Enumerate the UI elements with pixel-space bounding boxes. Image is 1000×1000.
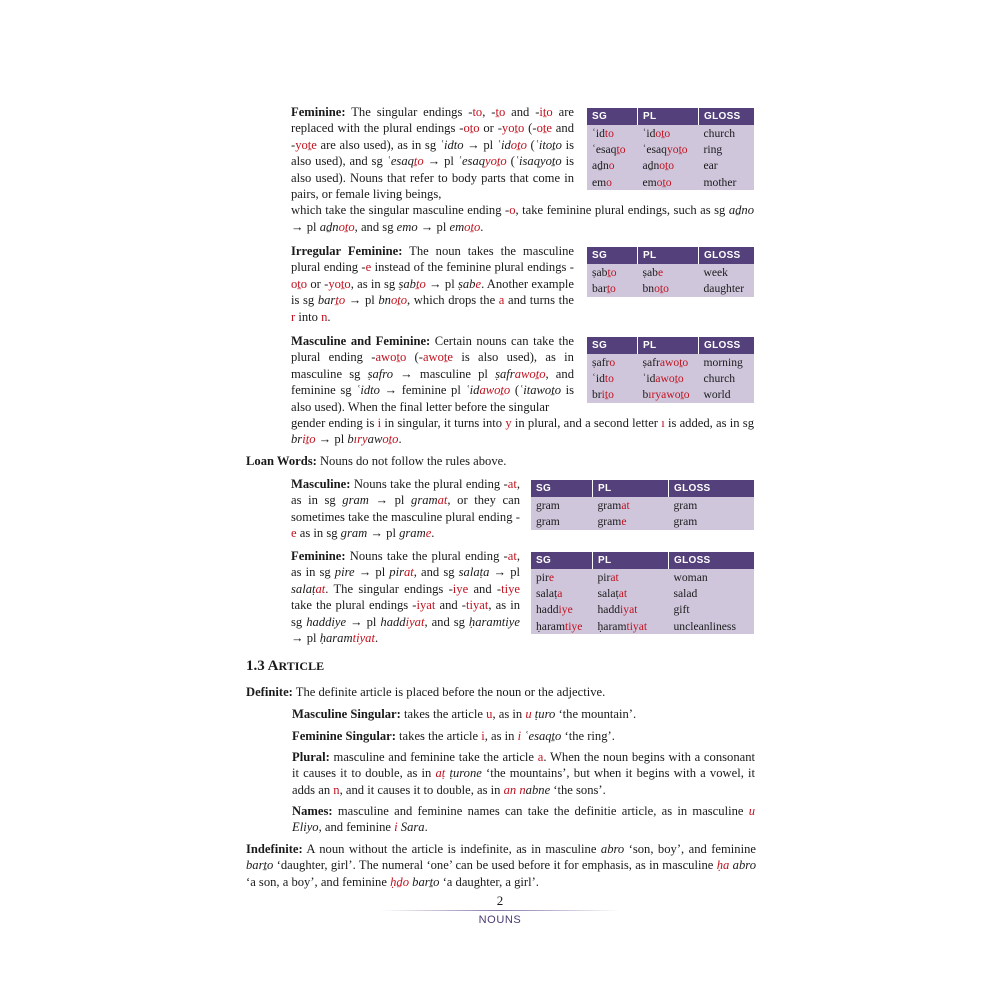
gloss-cell: uncleanliness [673,619,736,633]
loan-masculine-section [291,476,754,542]
header-gloss: GLOSS [699,108,755,125]
header-gloss: GLOSS [699,337,755,354]
header-sg: SG [587,108,638,125]
header-sg: SG [531,480,593,497]
gloss-cell: mother [703,175,737,189]
header-pl: PL [638,247,699,264]
table-row: gram gramat gram [531,497,754,513]
plural-paragraph: Plural: masculine and feminine take the article a. When the noun begins with a consonant it causes it to double, as in aṭ ṭurone ‘the mountains’, but when it begins with a vowel, it adds an n, and it causes it to double, as in an nabne ‘the sons’. [292,750,756,797]
table-header-row [531,552,754,569]
feminine-heading: Feminine: [291,105,346,119]
header-pl: PL [638,108,699,125]
feminine-paragraph-cont: which take the singular masculine ending -o, take feminine plural endings, such as sg aḏno → pl aḏnoṯo, and sg emo → pl emoṯo. [291,203,754,234]
table-row: ʿidto ʿidawoṯo church [587,370,754,386]
loan-feminine-section [291,548,754,646]
gloss-cell: ring [703,142,723,156]
loan-masculine-paragraph: Masculine: Nouns take the plural ending -at, as in sg gram → pl gramat, or they can sometimes take the masculine plural ending -e as in sg gram → pl grame. [291,477,520,541]
fem-singular-heading: Feminine Singular: [292,729,396,743]
gloss-cell: gift [673,603,690,617]
table-row: gram grame gram [531,513,754,529]
gloss-cell: church [703,371,736,385]
header-pl: PL [593,552,669,569]
gloss-cell: salad [673,586,698,600]
gloss-cell: church [703,126,736,140]
plural-heading: Plural: [292,750,330,764]
gloss-cell: gram [673,498,698,512]
loan-feminine-table [531,552,754,634]
table-header-row [587,247,754,264]
gloss-cell: world [703,388,731,402]
loan-masculine-heading: Masculine: [291,477,351,491]
irregular-feminine-table [587,247,754,297]
loan-masculine-table [531,480,754,530]
header-gloss: GLOSS [669,552,755,569]
section-title: 1.3 ARTICLE [246,658,325,674]
names-paragraph: Names: masculine and feminine names can take the definitie article, as in masculine u Eliyo, and feminine i Sara. [292,804,755,835]
masc-singular-heading: Masculine Singular: [292,707,401,721]
feminine-paragraph: Feminine: The singular endings -to, -ṯo and -iṯo are replaced with the plural endings -oṯo or -yoṯo (-oṯe and -yoṯe are also used), as in sg ʿidto → pl ʿidoṯo (ʿitoṯo is also used), and sg ʿesaqṯo → pl ʿesaqyoṯo (ʿisaqyoṯo is also used). Nouns that refer to body parts that come in pairs, or female living beings, [291,105,574,202]
definite-heading: Definite: [246,685,293,699]
indefinite-heading: Indefinite: [246,842,303,856]
definite-paragraph: Definite: The definite article is placed before the noun or the adjective. [246,685,606,699]
table-row: barṯo bnoṯo daughter [587,280,754,296]
sg-cell: gram [536,498,560,512]
irregular-feminine-paragraph: Irregular Feminine: The noun takes the masculine plural ending -e instead of the feminine plural endings -oṯo or -yoṯo, as in sg ṣabṯo → pl ṣabe. Another example is sg barṯo → pl bnoṯo, which drops the a and turns the r into n. [291,244,574,324]
running-title: NOUNS [478,914,522,926]
table-row: ʿesaqṯo ʿesaqyoṯo ring [587,141,754,157]
table-row: ṣafro ṣafrawoṯo morning [587,354,754,370]
header-gloss: GLOSS [699,247,755,264]
header-sg: SG [587,337,638,354]
gloss-cell: week [703,265,728,279]
table-row: haddiye haddiyat gift [531,602,754,618]
table-row: pire pirat woman [531,569,754,585]
loan-feminine-paragraph: Feminine: Nouns take the plural ending -at, as in sg pire → pl pirat, and sg salaṭa → pl salaṭat. The singular endings -iye and -tiye take the plural endings -iyat and -tiyat, as in sg haddiye → pl haddiyat, and sg ḥaramtiye → pl ḥaramtiyat. [291,549,521,646]
header-sg: SG [531,552,593,569]
header-sg: SG [587,247,638,264]
table-row: briṯo bıryawoṯo world [587,387,754,403]
table-header-row [587,337,754,354]
table-row: ṣabṯo ṣabe week [587,264,754,280]
loan-feminine-heading: Feminine: [291,549,346,563]
header-pl: PL [593,480,669,497]
header-gloss: GLOSS [669,480,755,497]
irregular-feminine-section [291,243,754,325]
table-header-row [531,480,754,497]
table-row: salaṭa salaṭat salad [531,585,754,601]
names-heading: Names: [292,804,333,818]
gloss-cell: ear [703,159,718,173]
irregular-feminine-heading: Irregular Feminine: [291,244,403,258]
loan-words-heading: Loan Words: [246,454,317,468]
masc-singular-paragraph: Masculine Singular: takes the article u, as in u ṭuro ‘the mountain’. [292,707,637,721]
sg-cell: gram [536,514,560,528]
loan-words-paragraph: Loan Words: Nouns do not follow the rules above. [246,454,507,468]
gloss-cell: morning [703,355,743,369]
fem-singular-paragraph: Feminine Singular: takes the article i, as in i ʿesaqṯo ‘the ring’. [292,729,615,743]
footer-rule [380,910,620,911]
table-row: emo emoṯo mother [587,174,754,190]
gloss-cell: woman [673,570,708,584]
table-row: ḥaramtiye ḥaramtiyat uncleanliness [531,618,754,634]
feminine-section [291,104,754,235]
table-header-row [587,108,754,125]
gloss-cell: gram [673,514,698,528]
table-row: ʿidto ʿidoṯo church [587,125,754,141]
header-pl: PL [638,337,699,354]
feminine-table [587,108,754,190]
masc-and-fem-paragraph-cont: gender ending is i in singular, it turns into y in plural, and a second letter ı is added, as in sg briṯo → pl bıryawoṯo. [291,416,754,447]
masc-and-fem-paragraph: Masculine and Feminine: Certain nouns can take the plural ending -awoṯo (-awoṯe is also used), as in masculine sg ṣafro → masculine pl ṣafrawoṯo, and feminine sg ʿidto → feminine pl ʿidawoṯo (ʿitawoṯo is also used). When the final letter before the singular [291,334,574,414]
gloss-cell: daughter [703,281,745,295]
table-row: aḏno aḏnoṯo ear [587,158,754,174]
masc-and-fem-heading: Masculine and Feminine: [291,334,431,348]
page-number: 2 [496,893,504,908]
masc-and-fem-section [291,333,754,448]
masc-and-fem-table [587,337,754,403]
indefinite-paragraph: Indefinite: A noun without the article is indefinite, as in masculine abro ‘son, boy’, and feminine barṯo ‘daughter, girl’. The numeral ‘one’ can be used before it for emphasis, as in masculine ḥa abro ‘a son, a boy’, and feminine ḥḏo barṯo ‘a daughter, a girl’. [246,842,756,889]
